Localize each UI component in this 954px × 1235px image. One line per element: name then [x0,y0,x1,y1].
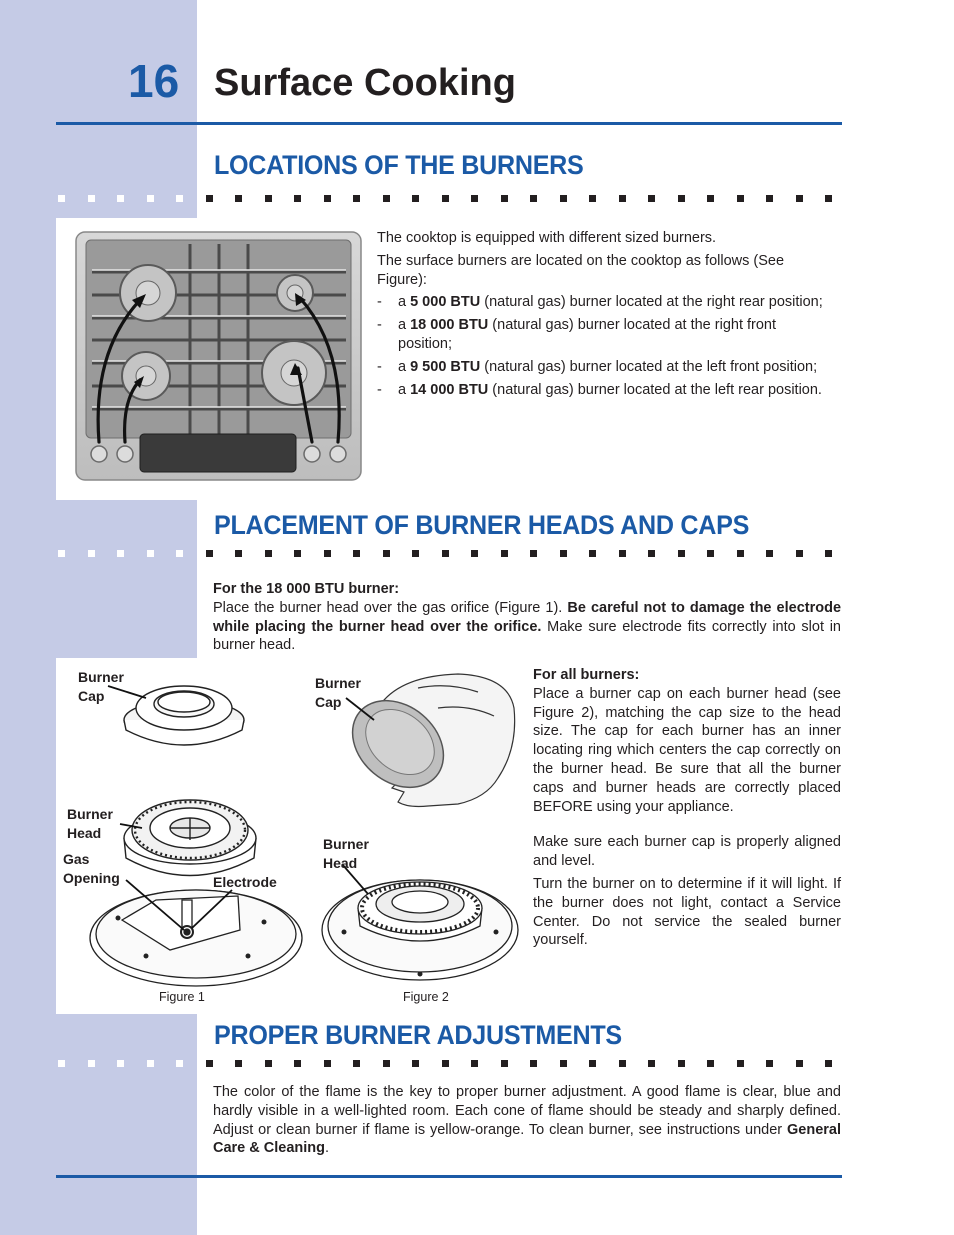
fig1-label-burner-cap: Burner Cap [78,669,124,704]
divider-dot [619,1060,626,1067]
divider-dot [176,550,183,557]
divider-dot [737,550,744,557]
divider-dot [530,1060,537,1067]
divider-dot [825,195,832,202]
divider-dot [235,1060,242,1067]
divider-dot [117,550,124,557]
divider-dot [383,195,390,202]
divider-dot [206,1060,213,1067]
locations-intro-1: The cooktop is equipped with different sized burners. [377,230,717,246]
divider-dot [176,1060,183,1067]
fig1-label-gas-opening: Gas Opening [63,851,120,886]
divider-dot [265,1060,272,1067]
divider-dot [353,550,360,557]
divider-dot [825,550,832,557]
divider-dot [766,550,773,557]
divider-dot [147,1060,154,1067]
divider-dot [825,1060,832,1067]
divider-dot [648,550,655,557]
adjustments-paragraph: The color of the flame is the key to proper burner adjustment. A good flame is clear, blue and hardly visible in a well-lighted room. Each cone of flame should be steady and sharply defined. Adjust or clean burner if flame is yellow-orange. To clean burner, see instructions under General Care & Cleaning. [213,1084,841,1157]
divider-dot [324,550,331,557]
page-number: 16 [128,55,180,107]
divider-dot [560,195,567,202]
section-heading-adjustments: PROPER BURNER ADJUSTMENTS [214,1020,622,1050]
divider-dot [117,1060,124,1067]
divider-dot [88,195,95,202]
placement-18k-text [213,580,841,655]
divider-dot [265,195,272,202]
divider-dot [58,1060,65,1067]
divider-dot [560,1060,567,1067]
divider-dot [147,550,154,557]
dot-divider [56,1060,842,1070]
divider-dot [560,550,567,557]
divider-dot [88,550,95,557]
locations-text [377,229,842,399]
divider-dot [707,195,714,202]
section-heading-locations: LOCATIONS OF THE BURNERS [214,150,584,180]
list-item: - a 9 500 BTU (natural gas) burner located at the left front position; [377,358,818,375]
divider-dot [619,550,626,557]
divider-dot [117,195,124,202]
list-item: - a 18 000 BTU (natural gas) burner located at the right front position; [377,317,777,352]
burner-location-list [377,293,842,399]
divider-dot [88,1060,95,1067]
sidebar-band [0,0,197,1235]
divider-dot [648,1060,655,1067]
divider-dot [530,195,537,202]
footer-rule [56,1175,842,1178]
divider-dot [294,550,301,557]
divider-dot [619,195,626,202]
divider-dot [501,195,508,202]
divider-dot [235,195,242,202]
list-item: - a 14 000 BTU (natural gas) burner located at the left rear position. [377,381,822,398]
divider-dot [58,195,65,202]
section-heading-placement: PLACEMENT OF BURNER HEADS AND CAPS [214,510,750,540]
divider-dot [383,550,390,557]
divider-dot [471,1060,478,1067]
figure-1-burner-assembly [86,668,316,988]
divider-dot [501,1060,508,1067]
divider-dot [412,195,419,202]
figure-2-caption: Figure 2 [403,990,449,1004]
divider-dot [796,1060,803,1067]
divider-dot [206,195,213,202]
divider-dot [589,550,596,557]
divider-dot [796,550,803,557]
divider-dot [206,550,213,557]
placement-paragraph: Place the burner head over the gas orifice (Figure 1). Be careful not to damage the electrode while placing the burner head over the orifice. Make sure electrode fits correctly into slot in burner head. [213,599,842,654]
cooktop-illustration [74,230,364,484]
divider-dot [678,550,685,557]
fig2-label-burner-head: Burner Head [323,836,369,871]
divider-dot [737,195,744,202]
divider-dot [471,550,478,557]
divider-dot [501,550,508,557]
divider-dot [589,195,596,202]
divider-dot [412,550,419,557]
divider-dot [707,1060,714,1067]
all-burners-paragraph-2: Make sure each burner cap is properly aligned and level. [533,834,841,870]
divider-dot [324,1060,331,1067]
dot-divider [56,195,842,205]
divider-dot [707,550,714,557]
fig1-label-burner-head: Burner Head [67,806,113,841]
locations-intro-2: The surface burners are located on the cooktop as follows (See Figure): [377,252,785,288]
all-burners-paragraph-1: Place a burner cap on each burner head (see Figure 2), matching the cap size to the head size. The cap for each burner has an inner locating ring which centers the cap correctly on the burner head. Be sure that all the burner caps and burner heads are correctly placed BEFORE using your appliance. [533,685,841,815]
divider-dot [678,195,685,202]
divider-dot [58,550,65,557]
divider-dot [530,550,537,557]
divider-dot [442,550,449,557]
divider-dot [176,195,183,202]
figure-1-caption: Figure 1 [159,990,205,1004]
divider-dot [294,1060,301,1067]
header-rule [56,122,842,125]
divider-dot [589,1060,596,1067]
list-item: - a 5 000 BTU (natural gas) burner located at the right rear position; [377,294,823,311]
adjustments-text [213,1083,841,1158]
divider-dot [648,195,655,202]
divider-dot [442,195,449,202]
all-burners-paragraph-3: Turn the burner on to determine if it will light. If the burner does not light, contact a Service Center. Do not service the sealed burner yourself. [533,875,841,949]
all-burners-text [533,666,841,950]
divider-dot [796,195,803,202]
subheading-18k: For the 18 000 BTU burner: [213,581,400,597]
divider-dot [442,1060,449,1067]
divider-dot [383,1060,390,1067]
divider-dot [353,1060,360,1067]
divider-dot [412,1060,419,1067]
page-title: Surface Cooking [214,62,516,104]
figure-2-cap-placement [318,668,528,988]
divider-dot [353,195,360,202]
fig1-label-electrode: Electrode [213,874,277,890]
divider-dot [766,195,773,202]
divider-dot [678,1060,685,1067]
subheading-all-burners: For all burners: [533,667,640,683]
divider-dot [294,195,301,202]
dot-divider [56,550,842,560]
divider-dot [147,195,154,202]
divider-dot [235,550,242,557]
divider-dot [766,1060,773,1067]
fig2-label-burner-cap: Burner Cap [315,675,361,710]
divider-dot [471,195,478,202]
divider-dot [737,1060,744,1067]
divider-dot [324,195,331,202]
divider-dot [265,550,272,557]
